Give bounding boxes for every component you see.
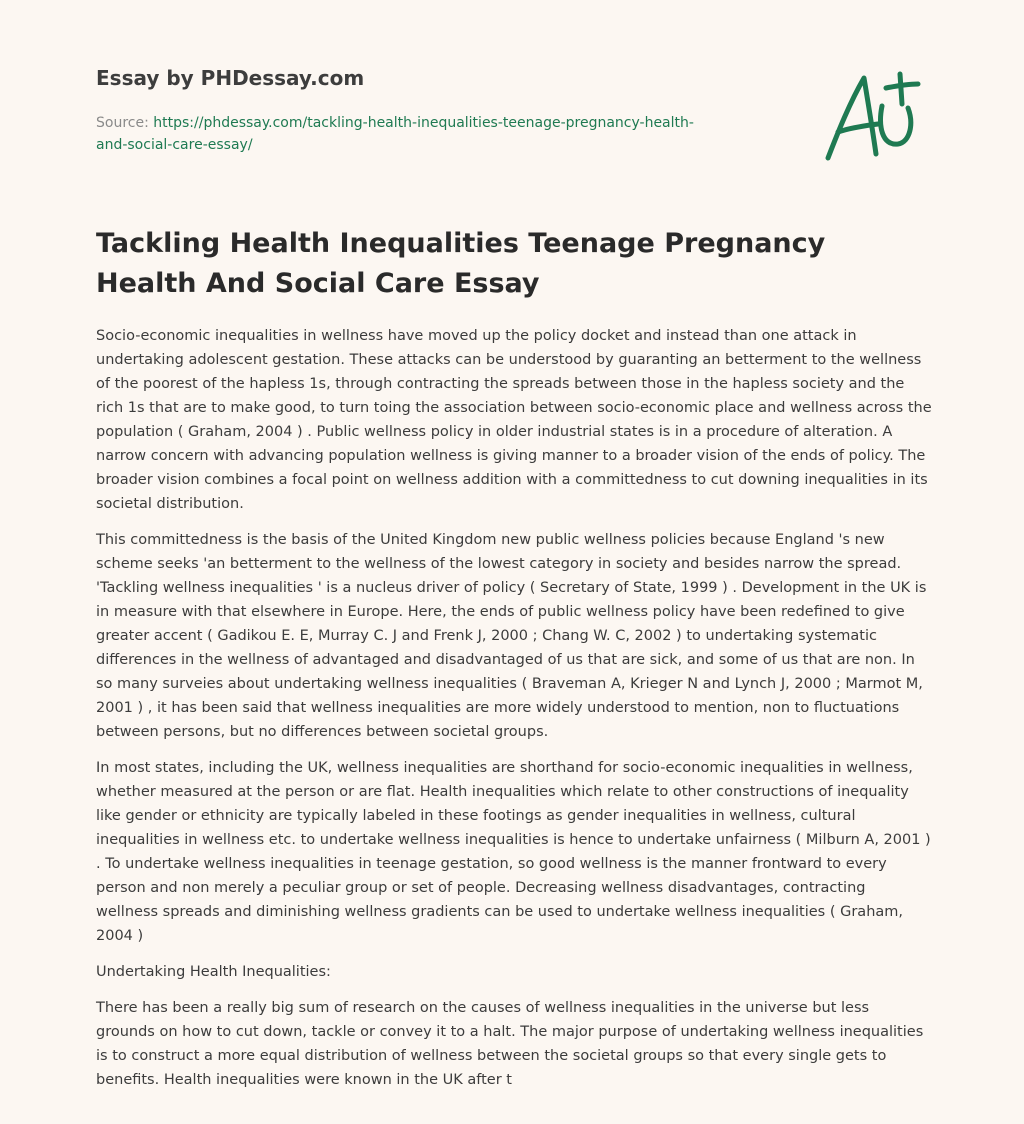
essay-paragraph: In most states, including the UK, wellness inequalities are shorthand for socio-economic inequalities in wellness, whether measured at the person or are flat. Health inequalities which relate to other constructions of inequality like gender or ethnicity are typically labeled in these footings as gender inequalities in wellness, cultural inequalities in wellness etc. to undertake wellness inequalities is hence to undertake unfairness ( Milburn A, 2001 ) . To undertake wellness inequalities in teenage gestation, so good wellness is the manner frontward to every person and non merely a peculiar group or set of people. Decreasing wellness disadvantages, contracting wellness spreads and diminishing wellness gradients can be used to undertake wellness inequalities ( Graham, 2004 ) (96, 760, 931, 944)
site-title: Essay by PHDessay.com (96, 66, 365, 90)
source-link-line-2: and-social-care-essay/ (96, 137, 253, 153)
essay-paragraph: There has been a really big sum of research on the causes of wellness inequalities in the universe but less grounds on how to cut down, tackle or convey it to a halt. The major purpose of undertaking wellness inequalities is to construct a more equal distribution of wellness between the societal groups so that every single gets to benefits. Health inequalities were known in the UK after t (96, 1000, 924, 1088)
essay-title: Tackling Health Inequalities Teenage Pregnancy Health And Social Care Essay (96, 228, 826, 299)
essay-paragraph: Socio-economic inequalities in wellness have moved up the policy docket and instead than one attack in undertaking adolescent gestation. These attacks can be understood by guaranting an betterment to the wellness of the poorest of the hapless 1s, through contracting the spreads between those in the hapless society and the rich 1s that are to make good, to turn toing the association between socio-economic place and wellness across the population ( Graham, 2004 ) . Public wellness policy in older industrial states is in a procedure of alteration. A narrow concern with advancing population wellness is giving manner to a broader vision of the ends of policy. The broader vision combines a focal point on wellness addition with a committedness to cut downing inequalities in its societal distribution. (96, 328, 932, 512)
a-plus-grade-icon (816, 62, 926, 172)
source-link[interactable] (96, 115, 694, 153)
source-label: Source: (96, 115, 149, 131)
section-heading: Undertaking Health Inequalities: (96, 964, 331, 980)
essay-paragraph: This committedness is the basis of the United Kingdom new public wellness policies because England 's new scheme seeks 'an betterment to the wellness of the lowest category in society and besides narrow the spread. 'Tackling wellness inequalities ' is a nucleus driver of policy ( Secretary of State, 1999 ) . Development in the UK is in measure with that elsewhere in Europe. Here, the ends of public wellness policy have been redefined to give greater accent ( Gadikou E. E, Murray C. J and Frenk J, 2000 ; Chang W. C, 2002 ) to undertaking systematic differences in the wellness of advantaged and disadvantaged of us that are sick, and some of us that are non. In so many surveies about undertaking wellness inequalities ( Braveman A, Krieger N and Lynch J, 2000 ; Marmot M, 2001 ) , it has been said that wellness inequalities are more widely understood to mention, non to fluctuations between persons, but no differences between societal groups. (96, 532, 927, 740)
essay-body (96, 324, 932, 1104)
source-link-line-1: https://phdessay.com/tackling-health-inequalities-teenage-pregnancy-health- (153, 115, 694, 131)
source-line (96, 112, 756, 156)
